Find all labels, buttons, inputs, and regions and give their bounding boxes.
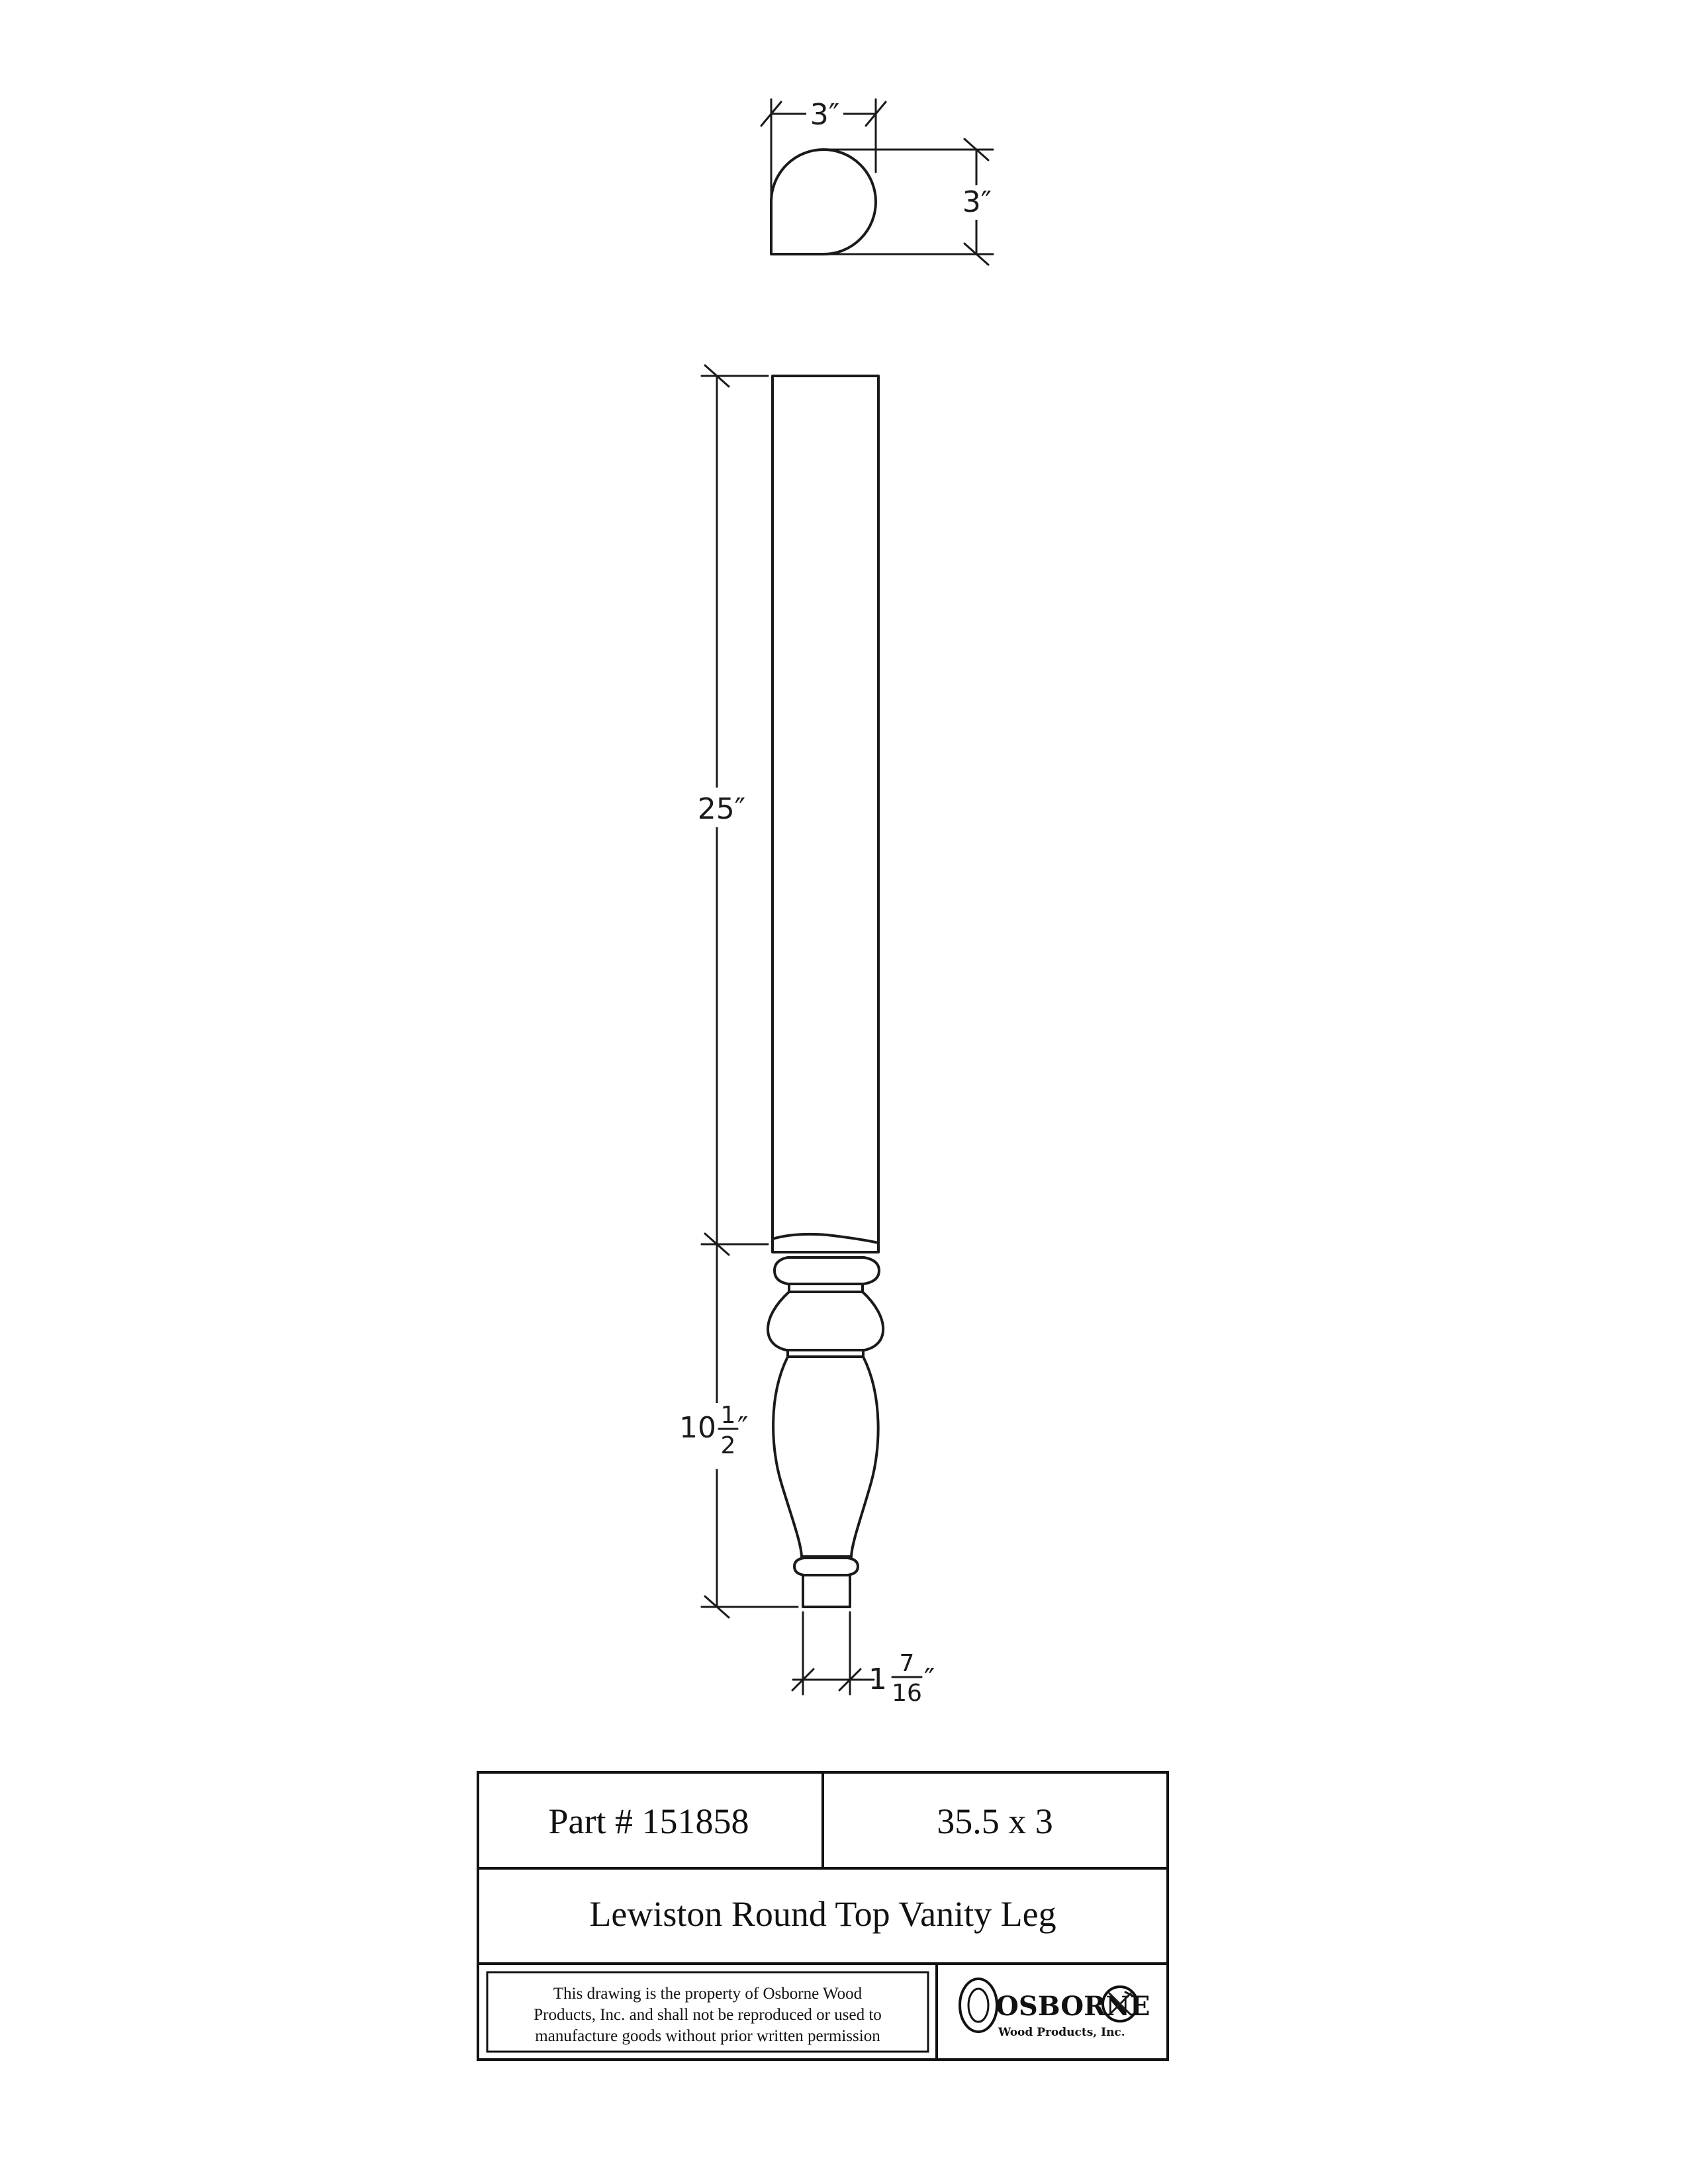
svg-text:″: ″ bbox=[924, 1662, 935, 1696]
part-size: 35.5 x 3 bbox=[937, 1801, 1053, 1841]
leg-lower-bead bbox=[794, 1558, 858, 1575]
profile-view bbox=[761, 98, 1001, 265]
profile-height-label: 3″ bbox=[962, 185, 992, 219]
svg-text:2: 2 bbox=[720, 1432, 736, 1459]
square-length-label: 25″ bbox=[697, 792, 746, 826]
vertical-dimensions bbox=[679, 365, 798, 1617]
disclaimer-line-1: This drawing is the property of Osborne Wood bbox=[553, 1985, 863, 2003]
leg-baluster bbox=[773, 1357, 878, 1557]
logo-name: OSBORNE bbox=[996, 1991, 1150, 2022]
disclaimer-line-2: Products, Inc. and shall not be reproduced or used to bbox=[534, 2006, 882, 2024]
foot-dimension bbox=[792, 1612, 935, 1707]
profile-outline bbox=[771, 150, 876, 254]
leg-upper-bead bbox=[774, 1257, 879, 1284]
leg-vase bbox=[768, 1292, 883, 1350]
leg-elevation bbox=[768, 376, 883, 1607]
title-block bbox=[478, 1772, 1168, 2060]
svg-text:1: 1 bbox=[868, 1662, 887, 1696]
part-description: Lewiston Round Top Vanity Leg bbox=[589, 1894, 1056, 1934]
svg-text:7: 7 bbox=[899, 1650, 915, 1677]
leg-foot bbox=[803, 1575, 850, 1607]
part-number: Part # 151858 bbox=[548, 1801, 749, 1841]
profile-width-label: 3″ bbox=[810, 98, 840, 132]
svg-text:1: 1 bbox=[720, 1402, 736, 1429]
disclaimer-line-3: manufacture goods without prior written permission bbox=[535, 2027, 880, 2045]
svg-text:″: ″ bbox=[737, 1411, 749, 1445]
osborne-logo bbox=[960, 1979, 1150, 2039]
foot-width-label bbox=[868, 1650, 935, 1707]
svg-text:10: 10 bbox=[679, 1411, 716, 1445]
svg-text:16: 16 bbox=[892, 1680, 922, 1707]
logo-subtitle: Wood Products, Inc. bbox=[998, 2026, 1125, 2039]
leg-square-block bbox=[773, 376, 878, 1252]
